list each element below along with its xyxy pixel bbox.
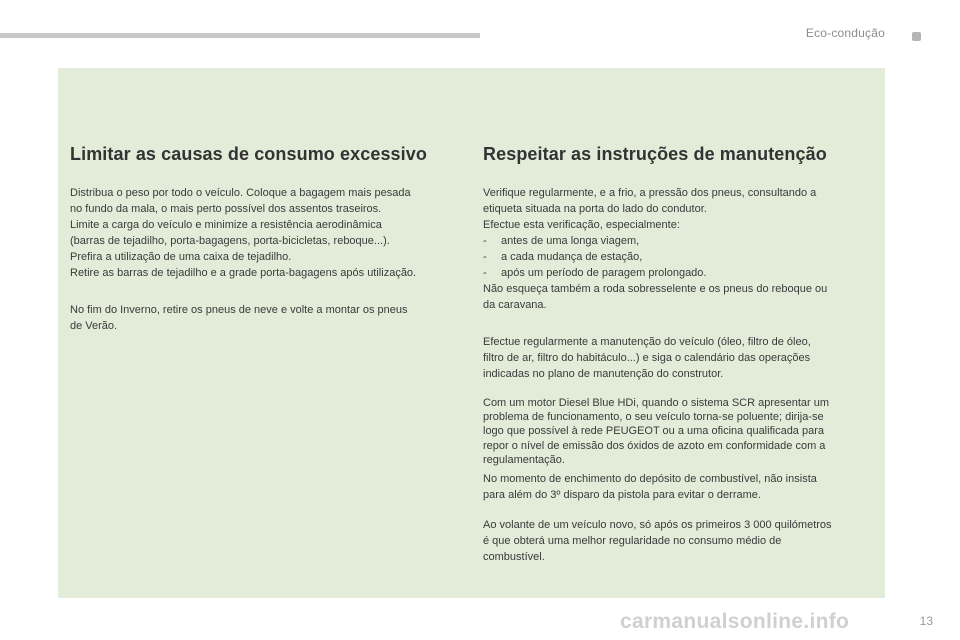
list-item-text: antes de uma longa viagem, — [501, 235, 640, 247]
text-line: no fundo da mala, o mais perto possível dos assentos traseiros. — [70, 203, 382, 215]
right-paragraph-3 — [483, 334, 878, 382]
text-line: filtro de ar, filtro do habitáculo...) e siga o calendário das operações — [483, 352, 811, 364]
text-line: da caravana. — [483, 299, 547, 311]
right-heading: Respeitar as instruções de manutenção — [483, 144, 827, 164]
header-rule — [0, 33, 480, 38]
text-line: (barras de tejadilho, porta-bagagens, porta-bicicletas, reboque...). — [70, 235, 390, 247]
list-item — [483, 265, 878, 281]
section-title: Eco-condução — [805, 26, 885, 40]
text-line: No fim do Inverno, retire os pneus de neve e volte a montar os pneus — [70, 304, 408, 316]
corner-marker — [912, 32, 921, 41]
text-line: Distribua o peso por todo o veículo. Coloque a bagagem mais pesada — [70, 187, 411, 199]
list-item — [483, 249, 878, 265]
text-line: combustível. — [483, 551, 545, 564]
text-line: Com um motor Diesel Blue HDi, quando o sistema SCR apresentar um — [483, 397, 830, 409]
text-line: de Verão. — [70, 320, 118, 332]
text-line: Prefira a utilização de uma caixa de tejadilho. — [70, 251, 292, 263]
text-line: logo que possível à rede PEUGEOT ou a uma oficina qualificada para — [483, 425, 824, 438]
text-line: Ao volante de um veículo novo, só após os primeiros 3 000 quilómetros — [483, 519, 832, 532]
text-line: etiqueta situada na porta do lado do condutor. — [483, 203, 707, 215]
text-line: repor o nível de emissão dos óxidos de azoto em conformidade com a — [483, 439, 826, 452]
text-line: Verifique regularmente, e a frio, a pressão dos pneus, consultando a — [483, 187, 817, 199]
text-line: Não esqueça também a roda sobresselente e os pneus do reboque ou — [483, 283, 828, 295]
list-dash: - — [483, 235, 487, 247]
list-item-text: a cada mudança de estação, — [501, 251, 643, 263]
text-line: Limite a carga do veículo e minimize a resistência aerodinâmica — [70, 219, 382, 231]
right-paragraph-1 — [483, 185, 878, 233]
list-item-text: após um período de paragem prolongado. — [501, 267, 707, 279]
right-paragraph-5 — [483, 471, 878, 503]
right-paragraph-2 — [483, 281, 878, 313]
left-paragraph-2 — [70, 302, 462, 334]
list-dash: - — [483, 251, 487, 263]
right-paragraph-4 — [483, 396, 878, 467]
page-number: 13 — [919, 614, 933, 628]
right-column — [483, 144, 878, 565]
watermark: carmanualsonline.info — [620, 610, 850, 633]
content-panel — [58, 68, 885, 598]
left-column — [70, 144, 462, 334]
left-paragraph-1 — [70, 185, 462, 281]
check-list — [483, 233, 878, 281]
list-dash: - — [483, 267, 487, 279]
text-line: é que obterá uma melhor regularidade no consumo médio de — [483, 535, 782, 548]
text-line: No momento de enchimento do depósito de combustível, não insista — [483, 473, 817, 486]
text-line: problema de funcionamento, o seu veículo torna-se poluente; dirija-se — [483, 411, 824, 424]
text-line: regulamentação. — [483, 453, 565, 466]
text-line: para além do 3º disparo da pistola para evitar o derrame. — [483, 489, 761, 502]
text-line: indicadas no plano de manutenção do construtor. — [483, 368, 724, 380]
text-line: Retire as barras de tejadilho e a grade porta-bagagens após utilização. — [70, 267, 417, 279]
left-heading: Limitar as causas de consumo excessivo — [70, 144, 427, 164]
right-paragraph-6 — [483, 517, 878, 565]
text-line: Efectue regularmente a manutenção do veículo (óleo, filtro de óleo, — [483, 336, 811, 348]
list-item — [483, 233, 878, 249]
text-line: Efectue esta verificação, especialmente: — [483, 219, 680, 231]
